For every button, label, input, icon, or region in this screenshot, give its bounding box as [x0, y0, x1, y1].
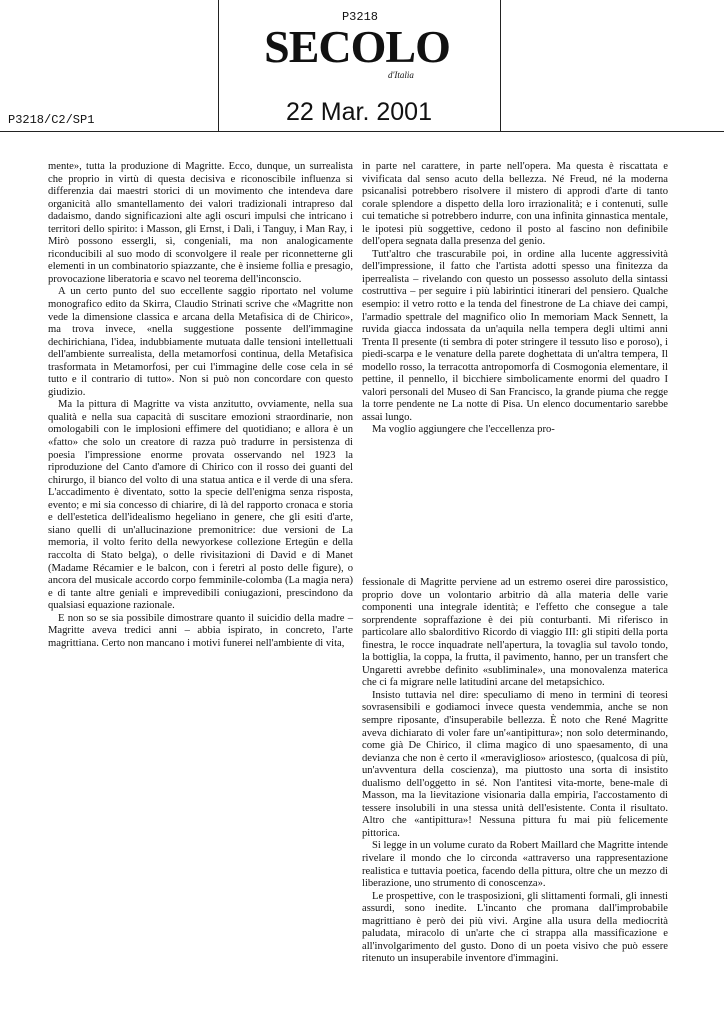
article-paragraph: Insisto tuttavia nel dire: speculiamo di meno in termini di teoresi sovrasensibili e godiamoci invece questa vendemmia, anche se non sempre riposante, d'insuperabile bellezza. È noto che René Magritte aveva dichiarato di voler fare un'«antipittura»; non solo determinando, come già De Chirico, il clima magico di uno spaesamento, di una devianza che non è certo il «meraviglioso» ariostesco, (qualcosa di più, un'avventura della coscienza), ma piuttosto una sorta di insistito dualismo dell'oggetto in sé. Non l'antitesi vita-morte, bene-male di Masson, ma la lievitazione visionaria dalla empiria, l'accostamento di tessere insolubili in una stessa unità dell'esistente. Conta il risultato. Altro che «antipittura»! Nessuna pittura fu mai più felicemente pittorica. — [362, 689, 668, 839]
clipping-code-left: P3218/C2/SP1 — [8, 113, 95, 127]
article-paragraph: Ma voglio aggiungere che l'eccellenza pro- — [372, 424, 555, 436]
publication-date: 22 Mar. 2001 — [286, 98, 432, 126]
article-paragraph: A un certo punto del suo eccellente saggio riportato nel volume monografico edito da Skirra, Claudio Strinati scrive che «Magritte non vede la dimensione classica e arcana della Metafisica di de Chirico», ma trova invece, «nella suggestione possente dell'immagine dechirichiana, l'idea, indubbiamente mutuata dalle tensioni intellettuali dell'ambiente surrealista, della metamorfosi continua, della Metafisica trasformata in Metamorfosi, per cui l'immagine delle cose cela in sé tutto e il contrario di tutto». Non si può non concordare con questo giudizio. — [48, 286, 353, 398]
header-divider-left — [218, 0, 219, 132]
article-paragraph: Tutt'altro che trascurabile poi, in ordine alla lucente aggressività dell'impressione, il fatto che l'artista adotti spesso una finitezza da iperrealista – rivelando con questo un possesso assoluto della sintassi costruttiva – per seguire i più labirintici itinerari del pensiero. Qualche esempio: il vetro rotto e la tenda del finestrone de La chiave dei campi, l'armadio spettrale del magnifico olio In memoriam Mack Sennett, la ruvida giacca indossata da un'aquila nella tempera degli ultimi anni Trenta Il presente (ti sembra di poter stringere il tessuto liso e poroso), i piedi-scarpa e le venature della parete doghettata di un'altra tempera, Il modello rosso, la terracotta antropomorfa di Cosmogonia elementare, il pettine, il pennello, il bicchiere simbolicamente enormi del quadro I valori personali del Museo di San Francisco, la grande piuma che regge la torre pendente ne La notte di Pisa. Un elenco documentario sarebbe assai lungo. — [362, 248, 668, 423]
masthead-subtitle: d'Italia — [388, 70, 414, 80]
article-paragraph: mente», tutta la produzione di Magritte. Ecco, dunque, un surrealista che proprio in virtù di questa decisiva e riconoscibile influenza si differenzia dai maestri storici di un movimento che intendeva dare organicità allo smantellamento dei valori tradizionali intrapreso dal dadaismo, dando significazioni alte agli oscuri impulsi che intricano i territori dello spirito: i Masson, gli Ernst, i Dalì, i Tanguy, i Man Ray, i Mirò possono essergli, sì, congeniali, ma non analogicamente riconducibili al suo modo di sconvolgere il reale per riconnetterne gli elementi in un combinatorio spiazzante, che è insieme follia e presagio, provocazione liberatoria e scavo nel teorema dell'inconscio. — [48, 161, 353, 285]
header-bottom-rule — [0, 131, 724, 132]
article-bottom-column — [362, 577, 668, 966]
article-paragraph: in parte nel carattere, in parte nell'opera. Ma questa è riscattata e vivificata dal senso acuto della bellezza. Né Freud, né la moderna psicanalisi potrebbero risolvere il mistero di approdi d'arte di tanto corale splendore a dispetto della loro irrazionalità; e i contenuti, sulle cui tematiche si potrebbero indurre, con una infinita ginnastica mentale, le ipotesi più soggettive, cedono il posto al fascino non definibile dell'opera segnata dalla presenza del genio. — [362, 161, 668, 248]
clipping-code-top: P3218 — [341, 10, 378, 24]
article-paragraph: E non so se sia possibile dimostrare quanto il suicidio della madre – Magritte aveva tredici anni – abbia ispirato, in concreto, l'arte magrittiana. Certo non mancano i motivi funerei nell'ambiente di vita, — [48, 612, 353, 649]
header-divider-right — [500, 0, 501, 132]
article-left-column — [48, 161, 353, 650]
article-paragraph: fessionale di Magritte perviene ad un estremo oserei dire parossistico, proprio dove un volontario arbitrio dà alla materia delle varie componenti una integrale identità; e l'effetto che consegue a tale sorprendente sopraffazione è dei più conturbanti. Mi riferisco in particolare allo sbalorditivo Ricordo di viaggio III: gli stipiti della porta finestra, le rocce inquadrate nell'apertura, la tovaglia sul tavolo tondo, la bottiglia, la coppa, la frutta, il pavimento, hanno, per un transfert che Ungaretti avrebbe definito «subliminale», una monovalenza materica che ci fa migrare nelle latitudini arcane del metapsichico. — [362, 577, 668, 689]
article-paragraph: Le prospettive, con le trasposizioni, gli slittamenti formali, gli innesti assurdi, sono inedite. L'incanto che promana dall'improbabile magrittiano è però dei più vivi. Argine alla usura della mediocrità paludata, miracolo di un'arte che ci strappa alla massificazione e all'involgarimento del gusto. Dono di un poeta visivo che può essere ritenuto un insuperabile inventore d'immagini. — [362, 890, 668, 965]
article-paragraph: Ma la pittura di Magritte va vista anzitutto, ovviamente, nella sua qualità e nella sua capacità di suscitare emozioni straordinarie, non omologabili con le implosioni effimere del quotidiano; e allora è un «fatto» che solo un creatore di razza può tradurre in persistenza di poesia l'impressione enorme provata osservando nel 1923 la riproduzione del Canto d'amore di Chirico con il rosso dei guanti del chirurgo, il bianco del volto di una statua antica e il verde di una sfera. L'accadimento è diventato, sotto la specie dell'enigma senza risposta, evento; e mi sia concesso di chiarire, di là del rapporto cronaca e storia e dell'estetica dell'idealismo hegeliano in genere, che gli esiti d'arte, siano quelli di un'allucinazione premonitrice: due versioni de La memoria, il volto ferito della newyorkese collezione Ertegün e della raccolta di Stato belga), o delle rivisitazioni di David e di Manet (Madame Récamier e le balcon, con i feretri al posto delle figure), o ancora del musicale accordo corpo femminile-colomba (La magia nera) e di tante altre geniali e imprevedibili coniugazioni, prescindono da qualsiasi equazione razionale. — [48, 399, 353, 612]
article-paragraph: Si legge in un volume curato da Robert Maillard che Magritte intende rivelare il mondo che lo circonda «attraverso una rappresentazione realistica e tuttavia poetica, facendo della pittura, oltre che un mezzo di liberazione, uno strumento di conoscenza». — [362, 840, 668, 890]
clipping-header — [0, 0, 724, 132]
newspaper-masthead: SECOLO — [264, 21, 450, 72]
article-right-column — [362, 161, 668, 437]
